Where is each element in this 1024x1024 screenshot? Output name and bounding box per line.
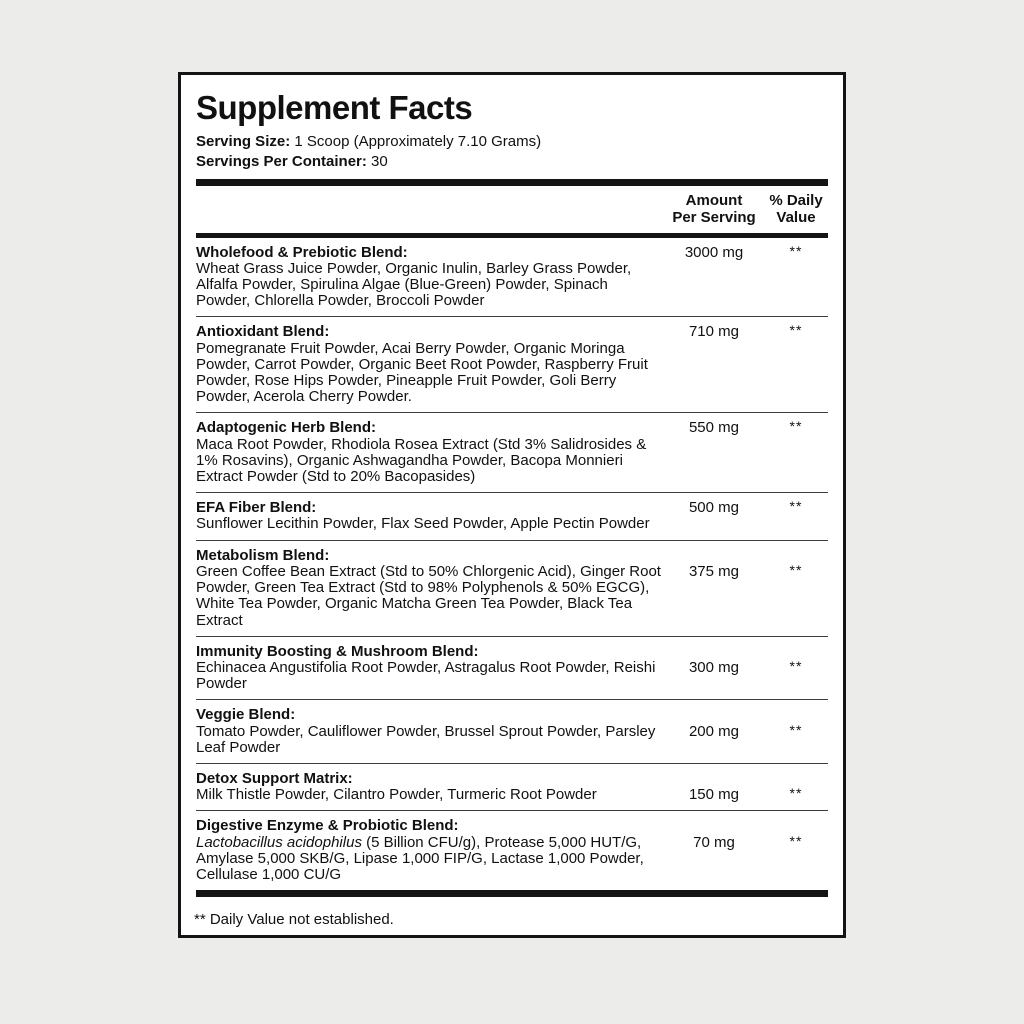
blend-ingredients <box>196 660 664 692</box>
daily-value-cell <box>764 707 828 756</box>
blend-ingredients <box>196 516 664 532</box>
daily-value-cell <box>764 324 828 405</box>
blend-description-cell <box>196 707 664 756</box>
blend-ingredients <box>196 437 664 486</box>
amount-per-serving-value: 150 mg <box>688 786 740 804</box>
serving-size-label: Serving Size: <box>196 132 291 150</box>
daily-value-cell <box>764 644 828 693</box>
daily-value-asterisks: ** <box>789 418 803 435</box>
blend-ingredients-text: Milk Thistle Powder, Cilantro Powder, Turmeric Root Powder <box>196 786 597 804</box>
table-row <box>196 764 828 811</box>
amount-per-serving-value: 710 mg <box>688 323 740 341</box>
servings-per-container-value: 30 <box>366 152 388 170</box>
amount-per-serving-value: 375 mg <box>688 562 740 580</box>
amount-per-serving-header: Amount Per Serving <box>672 191 756 226</box>
blend-ingredients-text: Maca Root Powder, Rhodiola Rosea Extract (Std 3% Salidrosides & 1% Rosavins), Organic Ashwagandha Powder, Bacopa Monnieri Extract Powder (Std to 20% Bacopasides) <box>196 435 647 486</box>
blend-title: Metabolism Blend: <box>196 546 330 564</box>
table-row <box>196 317 828 413</box>
daily-value-asterisks: ** <box>789 657 803 674</box>
blend-description-cell <box>196 324 664 405</box>
daily-value-cell <box>764 771 828 803</box>
table-row <box>196 637 828 701</box>
blend-title: Detox Support Matrix: <box>196 769 353 787</box>
blend-ingredients <box>196 341 664 406</box>
panel-title: Supplement Facts <box>196 89 473 126</box>
amount-per-serving-value: 70 mg <box>693 833 735 851</box>
servings-per-container-line <box>196 152 828 172</box>
daily-value-cell <box>764 500 828 532</box>
table-row <box>196 493 828 540</box>
daily-value-asterisks: ** <box>789 721 803 738</box>
daily-value-asterisks: ** <box>789 832 803 849</box>
daily-value-cell <box>764 242 828 310</box>
table-row <box>196 413 828 493</box>
table-row <box>196 811 828 890</box>
blend-ingredients-text: Sunflower Lecithin Powder, Flax Seed Powder, Apple Pectin Powder <box>196 515 650 533</box>
table-row <box>196 700 828 764</box>
blend-ingredients <box>196 261 664 310</box>
daily-value-cell <box>764 818 828 883</box>
daily-value-footnote: ** Daily Value not established. <box>194 911 394 929</box>
daily-value-cell <box>764 420 828 485</box>
blend-title: Adaptogenic Herb Blend: <box>196 419 377 437</box>
blend-description-cell <box>196 771 664 803</box>
blend-ingredients <box>196 787 664 803</box>
ingredient-table <box>196 238 828 891</box>
table-row <box>196 541 828 637</box>
amount-per-serving-value: 550 mg <box>688 419 740 437</box>
panel-header <box>181 75 843 172</box>
blend-ingredients-text: Wheat Grass Juice Powder, Organic Inulin, Barley Grass Powder, Alfalfa Powder, Spirulina Algae (Blue-Green) Powder, Spinach Powder, Chlorella Powder, Broccoli Powder <box>196 259 632 310</box>
blend-ingredients <box>196 724 664 756</box>
daily-value-asterisks: ** <box>789 242 803 259</box>
blend-description-cell <box>196 644 664 693</box>
amount-per-serving-value: 200 mg <box>688 722 740 740</box>
blend-description-cell <box>196 420 664 485</box>
blend-title: Digestive Enzyme & Probiotic Blend: <box>196 817 459 835</box>
blend-description-cell <box>196 818 664 883</box>
blend-description-cell <box>196 548 664 629</box>
daily-value-cell <box>764 548 828 629</box>
blend-description-cell <box>196 245 664 310</box>
serving-size-value: 1 Scoop (Approximately 7.10 Grams) <box>290 132 542 150</box>
divider-thick-top <box>196 179 828 186</box>
table-row <box>196 238 828 318</box>
percent-daily-value-header: % Daily Value <box>769 191 823 226</box>
blend-title: Veggie Blend: <box>196 706 296 724</box>
amount-per-serving-value: 3000 mg <box>684 243 744 261</box>
blend-description-cell <box>196 500 664 532</box>
blend-title: Antioxidant Blend: <box>196 323 330 341</box>
daily-value-asterisks: ** <box>789 561 803 578</box>
blend-ingredients-italic: Lactobacillus acidophilus <box>196 833 362 851</box>
daily-value-asterisks: ** <box>789 785 803 802</box>
blend-ingredients-text: Echinacea Angustifolia Root Powder, Astragalus Root Powder, Reishi Powder <box>196 658 656 693</box>
blend-title: Immunity Boosting & Mushroom Blend: <box>196 642 479 660</box>
daily-value-asterisks: ** <box>789 498 803 515</box>
amount-per-serving-value: 300 mg <box>688 658 740 676</box>
blend-ingredients-text: Pomegranate Fruit Powder, Acai Berry Powder, Organic Moringa Powder, Carrot Powder, Organic Beet Root Powder, Raspberry Fruit Powder, Rose Hips Powder, Pineapple Fruit Powder, Goli Berry Powder, Acerola Cherry Powder. <box>196 339 648 406</box>
serving-size-line <box>196 132 828 152</box>
blend-ingredients-text: (5 Billion CFU/g), Protease 5,000 HUT/G, Amylase 5,000 SKB/G, Lipase 1,000 FIP/G, Lactase 1,000 Powder, Cellulase 1,000 CU/G <box>196 833 644 883</box>
blend-ingredients-text: Green Coffee Bean Extract (Std to 50% Chlorgenic Acid), Ginger Root Powder, Green Tea Extract (Std to 98% Polyphenols & 50% EGCG), White Tea Powder, Organic Matcha Green Tea Powder, Black Tea Extract <box>196 562 661 629</box>
blend-title: Wholefood & Prebiotic Blend: <box>196 243 408 261</box>
supplement-facts-panel <box>178 72 846 938</box>
amount-per-serving-value: 500 mg <box>688 499 740 517</box>
divider-thick-bottom <box>196 890 828 897</box>
servings-per-container-label: Servings Per Container: <box>196 152 367 170</box>
blend-ingredients-text: Tomato Powder, Cauliflower Powder, Brussel Sprout Powder, Parsley Leaf Powder <box>196 722 656 756</box>
blend-title: EFA Fiber Blend: <box>196 499 317 517</box>
table-header-row <box>181 186 843 233</box>
daily-value-asterisks: ** <box>789 322 803 339</box>
blend-ingredients <box>196 564 664 629</box>
blend-ingredients <box>196 835 664 884</box>
